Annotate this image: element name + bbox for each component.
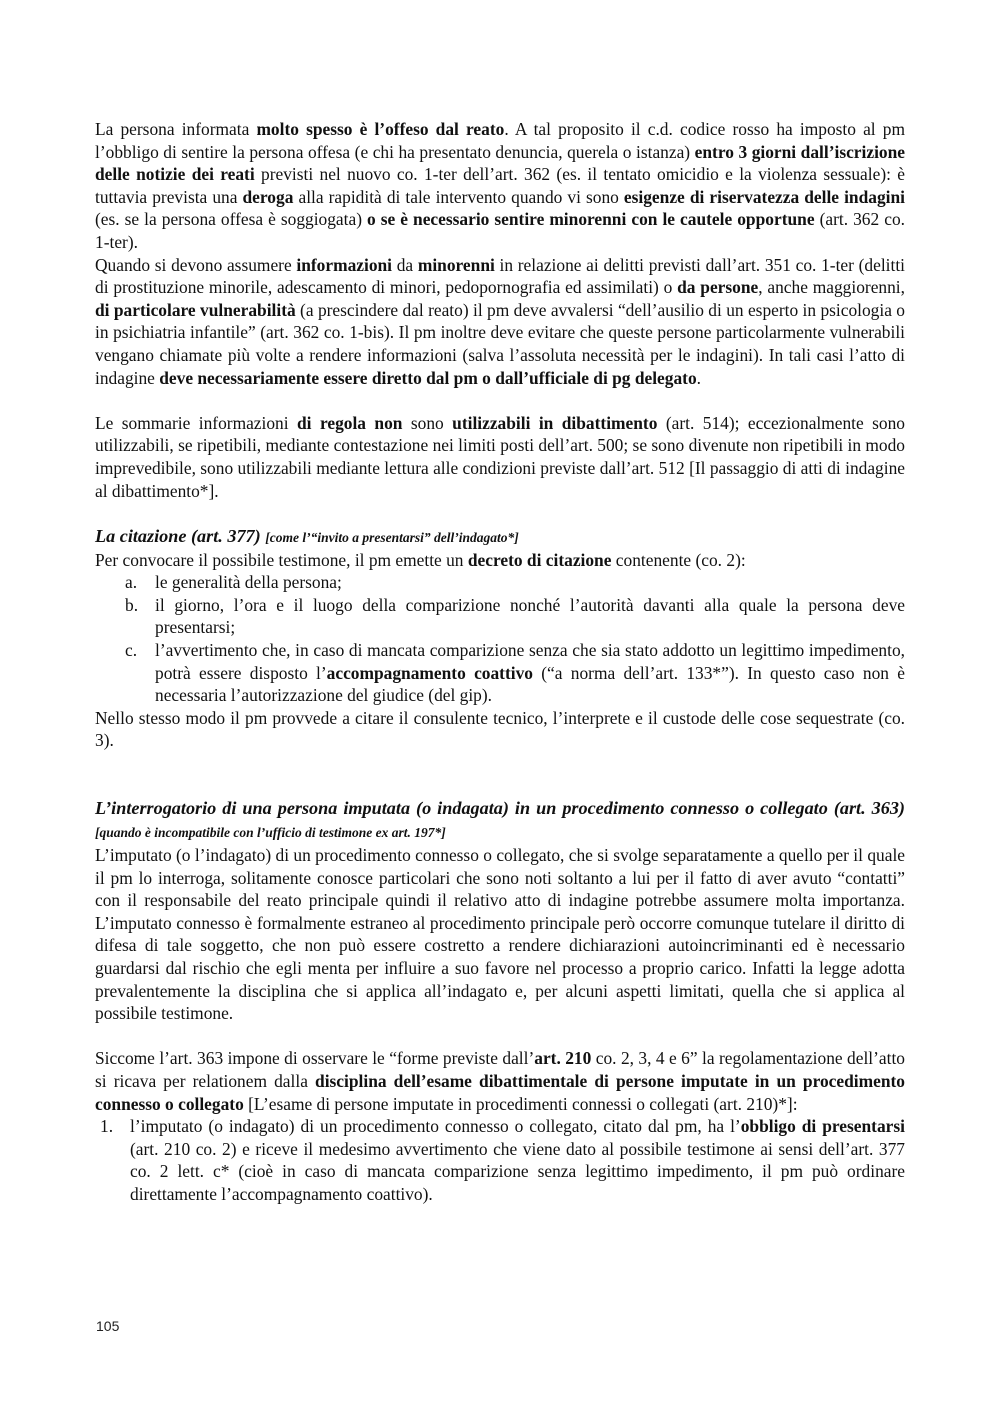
paragraph-minorenni	[95, 254, 905, 390]
text-run: , anche maggiorenni,	[758, 277, 905, 298]
text-run: L’imputato (o l’indagato) di un procedimento connesso o collegato, che si svolge separatamente a quello per il quale il pm lo interroga, solitamente conosce particolari che sono noti soltanto a lui per il fatto di aver avuto “contatti” con il responsabile del reato principale quindi il relativo atto di indagine potrebbe assumere molta importanza. L’imputato connesso è formalmente estraneo al procedimento principale però occorre comunque tutelare il diritto di difesa di tale soggetto, che non può essere costretto a rendere dichiarazioni autoincriminanti ed è necessario guardarsi dal rischio che egli menta per influire a suo favore nel processo a proprio carico. Infatti la legge adotta prevalentemente la disciplina che si applica all’indagato e, per alcuni aspetti limitati, quella che si applica al possibile testimone.	[95, 845, 905, 1024]
paragraph-sommarie-informazioni	[95, 412, 905, 502]
paragraph-art-363	[95, 1047, 905, 1115]
section-heading-interrogatorio	[95, 797, 905, 844]
paragraph-persona-informata	[95, 118, 905, 254]
bold-text-run: o se è necessario sentire minorenni con le cautele opportune	[367, 209, 815, 230]
paragraph-consulente	[95, 707, 905, 752]
bold-text-run: di regola non	[297, 412, 403, 433]
text-run: (art. 210 co. 2) e riceve il medesimo avvertimento che viene dato al possibile testimone ai sensi dell’art. 377 co. 2 lett. c* (cioè in caso di mancata comparizione senza legittimo impedimento, il pm può ordinare direttamente l’accompagnamento coattivo).	[130, 1138, 905, 1204]
list-marker: b.	[125, 594, 139, 615]
text-run: (art. 362 co. 1-ter).	[95, 209, 905, 252]
bold-text-run: entro 3 giorni dall’iscrizione delle notizie dei reati	[95, 141, 905, 185]
text-run: . A tal proposito il c.d. codice rosso ha imposto al pm l’obbligo di sentire la persona offesa (e chi ha presentato denuncia, querela o istanza)	[95, 119, 905, 162]
lettered-list	[95, 571, 905, 707]
text-run: l’imputato (o indagato) di un procedimento connesso o collegato, citato dal pm, ha l’	[130, 1116, 741, 1137]
document-body	[95, 118, 905, 1206]
heading-main: L’interrogatorio di una persona imputata (o indagata) in un procedimento connesso o collegato (art. 363)	[95, 798, 905, 819]
text-run: le generalità della persona;	[155, 572, 342, 593]
text-run: La persona informata	[95, 119, 257, 139]
heading-note: [come l’“invito a presentarsi” dell’indagato*]	[265, 529, 519, 545]
text-run: (“a norma dell’art. 133*”). In questo caso non è necessaria l’autorizzazione del giudice (del gip).	[155, 662, 905, 706]
bold-text-run: informazioni	[296, 254, 393, 275]
bold-text-run: art. 210	[534, 1048, 592, 1069]
paragraph-decreto-citazione	[95, 549, 905, 572]
list-item	[95, 639, 905, 707]
bold-text-run: obbligo di presentarsi	[740, 1116, 905, 1137]
paragraph-gap	[95, 752, 905, 797]
text-run: co. 2, 3, 4 e 6” la regolamentazione dell’atto si ricava per relationem dalla	[95, 1048, 905, 1091]
bold-text-run: decreto di citazione	[467, 549, 612, 570]
list-item	[95, 1115, 905, 1205]
bold-text-run: disciplina dell’esame dibattimentale di persone imputate in un procedimento connesso o collegato	[95, 1070, 905, 1114]
text-run: il giorno, l’ora e il luogo della comparizione nonché l’autorità davanti alla quale la persona deve presentarsi;	[155, 594, 905, 638]
text-run: .	[696, 367, 702, 388]
text-run: in relazione ai delitti previsti dall’art. 351 co. 1-ter (delitti di prostituzione minorile, adescamento di minori, pedopornografia ed assimilati) o	[95, 254, 905, 298]
paragraph-imputato-connesso	[95, 844, 905, 1025]
bold-text-run: da persone	[677, 277, 759, 298]
list-marker: 1.	[100, 1116, 114, 1137]
paragraph-gap	[95, 502, 905, 525]
bold-text-run: molto spesso è l’offeso dal reato	[256, 119, 505, 139]
bold-text-run: accompagnamento coattivo	[326, 662, 533, 683]
text-run: Le sommarie informazioni	[95, 412, 298, 433]
text-run: previsti nel nuovo co. 1-ter dell’art. 362 (es. il tentato omicidio e la violenza sessuale): è tuttavia prevista una	[95, 164, 905, 207]
text-run: (a prescindere dal reato) il pm deve avvalersi “dell’ausilio di un esperto in psicologia o in psichiatria infantile” (art. 362 co. 1-bis). Il pm inoltre deve evitare che queste persone particolarmente vulnerabili vengano chiamate più volte a rendere informazioni (salva l’assoluta necessità per le indagini). In tali casi l’atto di indagine	[95, 299, 905, 388]
bold-text-run: deroga	[242, 186, 294, 207]
list-item	[95, 594, 905, 639]
paragraph-gap	[95, 389, 905, 412]
text-run: (art. 514); eccezionalmente sono utilizzabili, se ripetibili, mediante contestazione nei limiti posti dell’art. 500; se sono divenute non ripetibili in modo imprevedibile, sono utilizzabili mediante lettura alle condizioni previste dall’art. 512 [Il passaggio di atti di indagine al dibattimento*].	[95, 412, 906, 501]
text-run: alla rapidità di tale intervento quando vi sono	[293, 186, 624, 207]
bold-text-run: minorenni	[417, 254, 495, 275]
heading-main: La citazione (art. 377)	[95, 525, 261, 546]
text-run: l’avvertimento che, in caso di mancata comparizione senza che sia stato addotto un legittimo impedimento, potrà essere disposto l’	[155, 640, 905, 683]
bold-text-run: utilizzabili in dibattimento	[452, 412, 658, 433]
list-marker: c.	[125, 640, 138, 661]
list-marker: a.	[125, 572, 138, 593]
text-run: Per convocare il possibile testimone, il pm emette un	[95, 549, 468, 570]
text-run: contenente (co. 2):	[611, 549, 746, 570]
section-heading-citazione	[95, 525, 905, 549]
text-run: Quando si devono assumere	[95, 254, 297, 275]
list-item	[95, 571, 905, 594]
heading-note: [quando è incompatibile con l’ufficio di testimone ex art. 197*]	[95, 825, 446, 841]
numbered-list	[95, 1115, 905, 1205]
text-run: Nello stesso modo il pm provvede a citare il consulente tecnico, l’interprete e il custode delle cose sequestrate (co. 3).	[95, 707, 905, 751]
text-run: Siccome l’art. 363 impone di osservare le “forme previste dall’	[95, 1048, 535, 1069]
text-run: (es. se la persona offesa è soggiogata)	[95, 209, 368, 230]
text-run: sono	[402, 412, 453, 433]
bold-text-run: esigenze di riservatezza delle indagini	[623, 186, 905, 207]
bold-text-run: di particolare vulnerabilità	[95, 299, 296, 320]
paragraph-gap	[95, 1025, 905, 1048]
bold-text-run: deve necessariamente essere diretto dal pm o dall’ufficiale di pg delegato	[159, 367, 697, 388]
text-run: da	[392, 254, 418, 275]
text-run: [L’esame di persone imputate in procedimenti connessi o collegati (art. 210)*]:	[243, 1093, 798, 1114]
page-number: 105	[96, 1318, 120, 1334]
